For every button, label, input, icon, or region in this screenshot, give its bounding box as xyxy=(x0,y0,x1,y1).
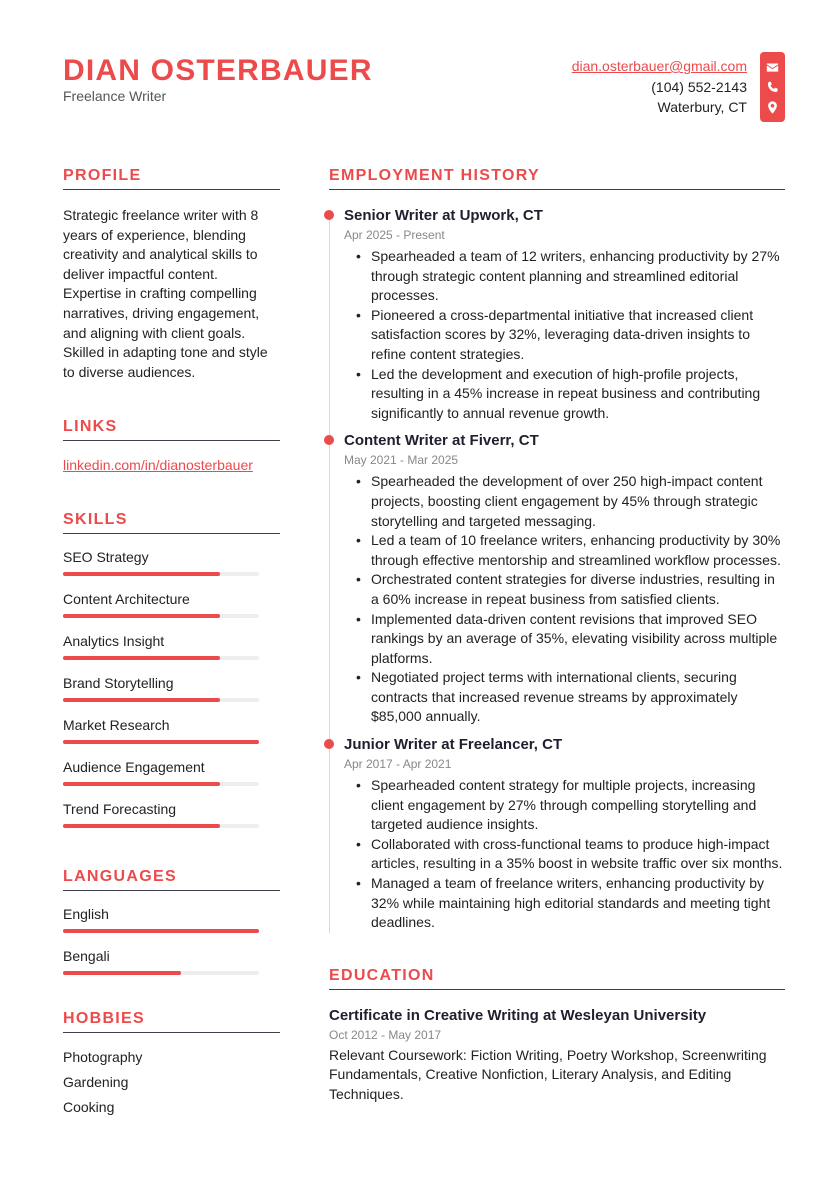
timeline-dot xyxy=(324,210,334,220)
email-link[interactable]: dian.osterbauer@gmail.com xyxy=(571,58,747,74)
job-entry xyxy=(329,206,785,423)
skill-level-fill xyxy=(63,740,259,744)
skill-name: Analytics Insight xyxy=(63,633,165,650)
profile-text: Strategic freelance writer with 8 years of experience, blending creativity and analytical skills to deliver impactful content. Expertise in crafting compelling narratives, driving engagement, and aligning with client goals. Skilled in adapting tone and style to diverse audiences. xyxy=(63,207,268,380)
skill xyxy=(63,674,280,702)
job-bullets xyxy=(356,776,785,933)
candidate-name: DIAN OSTERBAUER xyxy=(63,54,373,87)
job-date: May 2021 - Mar 2025 xyxy=(344,453,459,468)
skill-level-fill xyxy=(63,572,220,576)
job-title: Junior Writer at Freelancer, CT xyxy=(344,736,563,754)
resume-header xyxy=(63,52,785,124)
skill-level-fill xyxy=(63,614,220,618)
language-level-bar xyxy=(63,971,259,975)
envelope-icon xyxy=(766,61,779,74)
job-bullet: • Spearheaded the development of over 250 high-impact content projects, boosting client engagement by 45% through strategic storytelling and targeted messaging. xyxy=(356,472,785,531)
skill-name: Brand Storytelling xyxy=(63,675,174,692)
education-title: Certificate in Creative Writing at Wesleyan University xyxy=(329,1006,707,1024)
language xyxy=(63,905,280,933)
timeline-dot xyxy=(324,739,334,749)
map-marker-icon xyxy=(766,101,779,114)
skill-level-bar xyxy=(63,782,259,786)
skill xyxy=(63,548,280,576)
language xyxy=(63,947,280,975)
job-date: Apr 2025 - Present xyxy=(344,228,445,242)
skill-level-bar xyxy=(63,614,259,618)
skill-name: Content Architecture xyxy=(63,591,190,608)
language-level-fill xyxy=(63,971,181,975)
hobby-item: Photography xyxy=(63,1049,143,1066)
skills-heading: SKILLS xyxy=(63,510,280,534)
skill-level-bar xyxy=(63,572,259,576)
skill-name: SEO Strategy xyxy=(63,549,149,566)
languages-section xyxy=(63,867,280,975)
linkedin-link[interactable]: linkedin.com/in/dianosterbauer xyxy=(63,457,253,474)
skill-name: Market Research xyxy=(63,717,170,734)
skill-name: Audience Engagement xyxy=(63,759,205,776)
education-description: Relevant Coursework: Fiction Writing, Poetry Workshop, Screenwriting Fundamentals, Creative Nonfiction, Literary Analysis, and Editing Techniques. xyxy=(329,1046,767,1102)
job-bullet: • Pioneered a cross-departmental initiative that increased client satisfaction scores by 32%, leveraging data-driven insights to refine content strategies. xyxy=(356,306,785,365)
job-bullet: • Spearheaded a team of 12 writers, enhancing productivity by 27% through strategic content planning and streamlined editorial processes. xyxy=(356,247,785,306)
skill-level-bar xyxy=(63,656,259,660)
language-name: Bengali xyxy=(63,948,110,965)
skill-level-fill xyxy=(63,824,220,828)
phone-icon xyxy=(766,81,779,94)
language-level-fill xyxy=(63,929,259,933)
job-entry xyxy=(329,431,785,727)
skill xyxy=(63,632,280,660)
skill-level-fill xyxy=(63,782,220,786)
skill-level-bar xyxy=(63,698,259,702)
job-entry xyxy=(329,735,785,933)
profile-section xyxy=(63,166,280,382)
job-bullets xyxy=(356,247,785,423)
contact-info xyxy=(572,56,747,118)
profile-heading: PROFILE xyxy=(63,166,280,190)
job-bullet: • Collaborated with cross-functional teams to produce high-impact articles, resulting in a 35% boost in website traffic over six months. xyxy=(356,835,785,874)
job-bullet: • Spearheaded content strategy for multiple projects, increasing client engagement by 27% through compelling storytelling and targeted audience insights. xyxy=(356,776,785,835)
skill-level-fill xyxy=(63,698,220,702)
employment-heading: EMPLOYMENT HISTORY xyxy=(329,166,785,190)
employment-section xyxy=(329,166,785,933)
language-level-bar xyxy=(63,929,259,933)
skill-level-bar xyxy=(63,740,259,744)
hobbies-heading: HOBBIES xyxy=(63,1009,280,1033)
skill-level-fill xyxy=(63,656,220,660)
left-column xyxy=(63,166,280,1120)
job-bullet: • Led a team of 10 freelance writers, enhancing productivity by 30% through effective mentorship and streamlined workflow processes. xyxy=(356,531,785,570)
links-heading: LINKS xyxy=(63,417,280,441)
job-bullet: • Negotiated project terms with international clients, securing contracts that increased revenue streams by approximately $85,000 annually. xyxy=(356,668,785,727)
job-date: Apr 2017 - Apr 2021 xyxy=(344,757,452,772)
job-title: Senior Writer at Upwork, CT xyxy=(344,207,543,224)
job-title: Freelance Writer xyxy=(63,88,167,104)
job-title: Content Writer at Fiverr, CT xyxy=(344,432,539,450)
skill xyxy=(63,590,280,618)
skills-section xyxy=(63,510,280,828)
job-bullet: • Led the development and execution of high-profile projects, resulting in a 45% increase in repeat business and contributing significantly to annual revenue growth. xyxy=(356,365,785,424)
skill-name: Trend Forecasting xyxy=(63,801,177,818)
job-bullet: • Implemented data-driven content revisions that improved SEO rankings by an average of 35%, elevating visibility across multiple platforms. xyxy=(356,610,785,669)
skill xyxy=(63,800,280,828)
language-name: English xyxy=(63,906,109,923)
links-section xyxy=(63,417,280,473)
location: Waterbury, CT xyxy=(657,99,747,115)
job-bullet: • Orchestrated content strategies for diverse industries, resulting in a 60% increase in repeat business from satisfied clients. xyxy=(356,570,785,609)
skill xyxy=(63,758,280,786)
job-bullets xyxy=(356,472,785,727)
contact-icon-bar xyxy=(760,52,785,122)
education-heading: EDUCATION xyxy=(329,966,785,990)
education-date: Oct 2012 - May 2017 xyxy=(329,1027,442,1042)
skill-level-bar xyxy=(63,824,259,828)
timeline-dot xyxy=(324,435,334,445)
education-section xyxy=(329,966,785,1105)
employment-timeline xyxy=(329,206,785,933)
languages-heading: LANGUAGES xyxy=(63,867,280,891)
hobby-item: Cooking xyxy=(63,1099,115,1116)
hobbies-section xyxy=(63,1009,280,1120)
right-column xyxy=(329,166,785,1105)
job-bullet: • Managed a team of freelance writers, enhancing productivity by 32% while maintaining high editorial standards and meeting tight deadlines. xyxy=(356,874,785,933)
skill xyxy=(63,716,280,744)
phone-number: (104) 552-2143 xyxy=(651,78,747,95)
hobby-item: Gardening xyxy=(63,1074,129,1091)
